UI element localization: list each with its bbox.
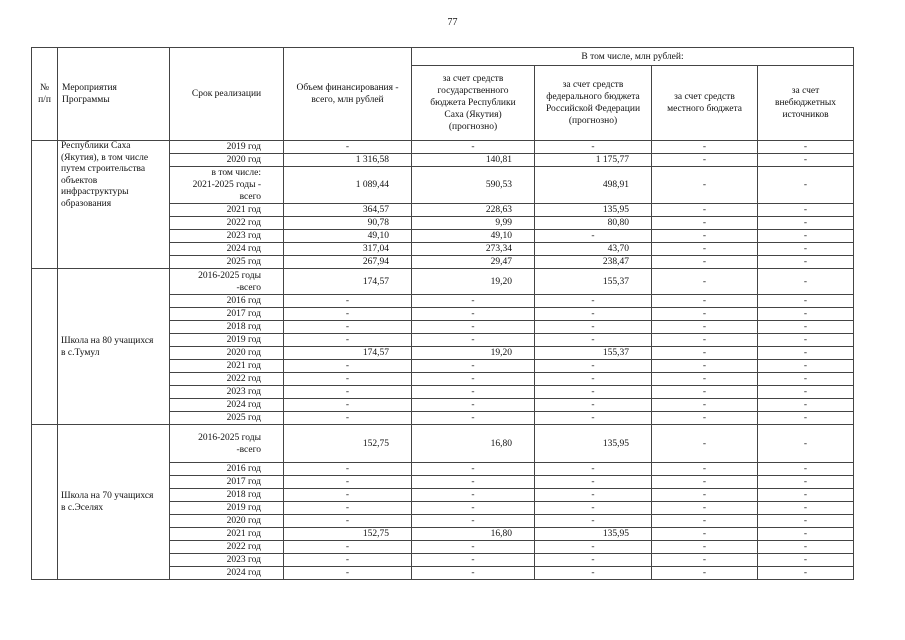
period-cell: 2020 год (170, 515, 284, 528)
federal-cell: 43,70 (535, 243, 652, 256)
total-cell: - (284, 412, 412, 425)
extra-cell: - (758, 269, 854, 295)
local-cell: - (652, 167, 758, 204)
extra-cell: - (758, 502, 854, 515)
republic-cell: 16,80 (412, 425, 535, 463)
republic-cell: 273,34 (412, 243, 535, 256)
table-row (32, 269, 854, 295)
col-header-local: за счет средств местного бюджета (652, 66, 758, 141)
local-cell: - (652, 399, 758, 412)
federal-cell: 155,37 (535, 347, 652, 360)
republic-cell: - (412, 502, 535, 515)
total-cell: - (284, 554, 412, 567)
period-cell: 2021 год (170, 360, 284, 373)
total-cell: - (284, 360, 412, 373)
period-cell: 2020 год (170, 347, 284, 360)
event-name-cell: Школа на 70 учащихся в с.Эселях (58, 425, 170, 580)
federal-cell: - (535, 515, 652, 528)
total-cell: - (284, 463, 412, 476)
total-cell: 267,94 (284, 256, 412, 269)
local-cell: - (652, 386, 758, 399)
federal-cell: - (535, 321, 652, 334)
period-cell: 2024 год (170, 567, 284, 580)
republic-cell: 140,81 (412, 154, 535, 167)
local-cell: - (652, 463, 758, 476)
federal-cell: - (535, 386, 652, 399)
total-cell: - (284, 476, 412, 489)
republic-cell: - (412, 141, 535, 154)
period-cell: 2023 год (170, 230, 284, 243)
period-cell: 2023 год (170, 554, 284, 567)
period-cell: 2022 год (170, 217, 284, 230)
federal-cell: 498,91 (535, 167, 652, 204)
local-cell: - (652, 295, 758, 308)
federal-cell: 80,80 (535, 217, 652, 230)
local-cell: - (652, 334, 758, 347)
extra-cell: - (758, 412, 854, 425)
republic-cell: 228,63 (412, 204, 535, 217)
total-cell: - (284, 515, 412, 528)
local-cell: - (652, 373, 758, 386)
col-header-event: Мероприятия Программы (58, 48, 170, 141)
total-cell: 90,78 (284, 217, 412, 230)
total-cell: 1 089,44 (284, 167, 412, 204)
local-cell: - (652, 515, 758, 528)
period-cell: 2018 год (170, 489, 284, 502)
extra-cell: - (758, 154, 854, 167)
extra-cell: - (758, 141, 854, 154)
total-cell: 174,57 (284, 347, 412, 360)
federal-cell: - (535, 412, 652, 425)
extra-cell: - (758, 515, 854, 528)
extra-cell: - (758, 217, 854, 230)
total-cell: - (284, 567, 412, 580)
event-name-cell: Школа на 80 учащихся в с.Тумул (58, 269, 170, 425)
period-cell: 2024 год (170, 243, 284, 256)
col-header-number: № п/п (32, 48, 58, 141)
total-cell: 364,57 (284, 204, 412, 217)
page-number: 77 (447, 17, 458, 28)
period-cell: 2016 год (170, 463, 284, 476)
federal-cell: - (535, 476, 652, 489)
federal-cell: 135,95 (535, 204, 652, 217)
col-header-period: Срок реализации (170, 48, 284, 141)
extra-cell: - (758, 321, 854, 334)
extra-cell: - (758, 476, 854, 489)
extra-cell: - (758, 567, 854, 580)
period-cell: 2019 год (170, 141, 284, 154)
republic-cell: - (412, 489, 535, 502)
republic-cell: - (412, 515, 535, 528)
republic-cell: - (412, 308, 535, 321)
local-cell: - (652, 204, 758, 217)
federal-cell: - (535, 463, 652, 476)
federal-cell: 155,37 (535, 269, 652, 295)
local-cell: - (652, 141, 758, 154)
extra-cell: - (758, 204, 854, 217)
extra-cell: - (758, 334, 854, 347)
republic-cell: - (412, 412, 535, 425)
extra-cell: - (758, 347, 854, 360)
col-header-total: Объем финансирования - всего, млн рублей (284, 48, 412, 141)
extra-cell: - (758, 463, 854, 476)
period-cell: 2022 год (170, 373, 284, 386)
table-row (32, 425, 854, 463)
federal-cell: - (535, 554, 652, 567)
republic-cell: 19,20 (412, 347, 535, 360)
extra-cell: - (758, 295, 854, 308)
republic-cell: - (412, 334, 535, 347)
extra-cell: - (758, 399, 854, 412)
period-cell: 2019 год (170, 334, 284, 347)
total-cell: 152,75 (284, 425, 412, 463)
extra-cell: - (758, 489, 854, 502)
federal-cell: - (535, 308, 652, 321)
period-cell: 2016 год (170, 295, 284, 308)
total-cell: - (284, 373, 412, 386)
local-cell: - (652, 476, 758, 489)
local-cell: - (652, 360, 758, 373)
local-cell: - (652, 489, 758, 502)
republic-cell: - (412, 541, 535, 554)
period-cell: 2020 год (170, 154, 284, 167)
total-cell: - (284, 308, 412, 321)
total-cell: - (284, 541, 412, 554)
local-cell: - (652, 347, 758, 360)
total-cell: - (284, 321, 412, 334)
extra-cell: - (758, 425, 854, 463)
federal-cell: 238,47 (535, 256, 652, 269)
republic-cell: - (412, 567, 535, 580)
total-cell: - (284, 489, 412, 502)
total-cell: - (284, 295, 412, 308)
extra-cell: - (758, 243, 854, 256)
table-body (32, 141, 854, 580)
total-cell: 1 316,58 (284, 154, 412, 167)
row-number-cell (32, 425, 58, 580)
local-cell: - (652, 528, 758, 541)
republic-cell: - (412, 295, 535, 308)
republic-cell: - (412, 321, 535, 334)
local-cell: - (652, 230, 758, 243)
extra-cell: - (758, 256, 854, 269)
federal-cell: - (535, 489, 652, 502)
period-cell: 2022 год (170, 541, 284, 554)
local-cell: - (652, 154, 758, 167)
extra-cell: - (758, 386, 854, 399)
republic-cell: - (412, 463, 535, 476)
local-cell: - (652, 567, 758, 580)
total-cell: - (284, 334, 412, 347)
period-cell: в том числе: 2021-2025 годы - всего (170, 167, 284, 204)
local-cell: - (652, 554, 758, 567)
total-cell: - (284, 386, 412, 399)
federal-cell: - (535, 295, 652, 308)
period-cell: 2019 год (170, 502, 284, 515)
row-number-cell (32, 141, 58, 269)
period-cell: 2021 год (170, 528, 284, 541)
extra-cell: - (758, 230, 854, 243)
republic-cell: - (412, 373, 535, 386)
republic-cell: - (412, 476, 535, 489)
local-cell: - (652, 269, 758, 295)
col-header-including: В том числе, млн рублей: (412, 48, 854, 66)
total-cell: 317,04 (284, 243, 412, 256)
period-cell: 2021 год (170, 204, 284, 217)
republic-cell: 29,47 (412, 256, 535, 269)
local-cell: - (652, 412, 758, 425)
local-cell: - (652, 217, 758, 230)
extra-cell: - (758, 541, 854, 554)
row-number-cell (32, 269, 58, 425)
extra-cell: - (758, 528, 854, 541)
federal-cell: - (535, 230, 652, 243)
period-cell: 2017 год (170, 476, 284, 489)
federal-cell: 1 175,77 (535, 154, 652, 167)
period-cell: 2023 год (170, 386, 284, 399)
federal-cell: - (535, 334, 652, 347)
local-cell: - (652, 308, 758, 321)
local-cell: - (652, 243, 758, 256)
period-cell: 2017 год (170, 308, 284, 321)
federal-cell: - (535, 567, 652, 580)
extra-cell: - (758, 308, 854, 321)
federal-cell: - (535, 541, 652, 554)
col-header-federal: за счет средств федерального бюджета Российской Федерации (прогнозно) (535, 66, 652, 141)
republic-cell: - (412, 399, 535, 412)
period-cell: 2016-2025 годы -всего (170, 425, 284, 463)
local-cell: - (652, 321, 758, 334)
extra-cell: - (758, 373, 854, 386)
republic-cell: 19,20 (412, 269, 535, 295)
total-cell: 152,75 (284, 528, 412, 541)
local-cell: - (652, 541, 758, 554)
total-cell: - (284, 141, 412, 154)
extra-cell: - (758, 167, 854, 204)
extra-cell: - (758, 360, 854, 373)
federal-cell: - (535, 399, 652, 412)
total-cell: 49,10 (284, 230, 412, 243)
total-cell: 174,57 (284, 269, 412, 295)
federal-cell: - (535, 373, 652, 386)
republic-cell: - (412, 554, 535, 567)
republic-cell: - (412, 386, 535, 399)
period-cell: 2025 год (170, 412, 284, 425)
local-cell: - (652, 502, 758, 515)
extra-cell: - (758, 554, 854, 567)
total-cell: - (284, 502, 412, 515)
period-cell: 2018 год (170, 321, 284, 334)
republic-cell: - (412, 360, 535, 373)
federal-cell: - (535, 502, 652, 515)
total-cell: - (284, 399, 412, 412)
republic-cell: 49,10 (412, 230, 535, 243)
table-row (32, 141, 854, 154)
period-cell: 2016-2025 годы -всего (170, 269, 284, 295)
period-cell: 2025 год (170, 256, 284, 269)
local-cell: - (652, 425, 758, 463)
col-header-republic: за счет средств государственного бюджета Республики Саха (Якутия) (прогнозно) (412, 66, 535, 141)
financing-table (31, 47, 854, 580)
federal-cell: - (535, 360, 652, 373)
col-header-extra: за счет внебюджетных источников (758, 66, 854, 141)
period-cell: 2024 год (170, 399, 284, 412)
local-cell: - (652, 256, 758, 269)
event-name-cell: Республики Саха (Якутия), в том числе путем строительства объектов инфраструктуры образования (58, 141, 170, 269)
republic-cell: 590,53 (412, 167, 535, 204)
federal-cell: 135,95 (535, 528, 652, 541)
federal-cell: 135,95 (535, 425, 652, 463)
republic-cell: 16,80 (412, 528, 535, 541)
republic-cell: 9,99 (412, 217, 535, 230)
federal-cell: - (535, 141, 652, 154)
